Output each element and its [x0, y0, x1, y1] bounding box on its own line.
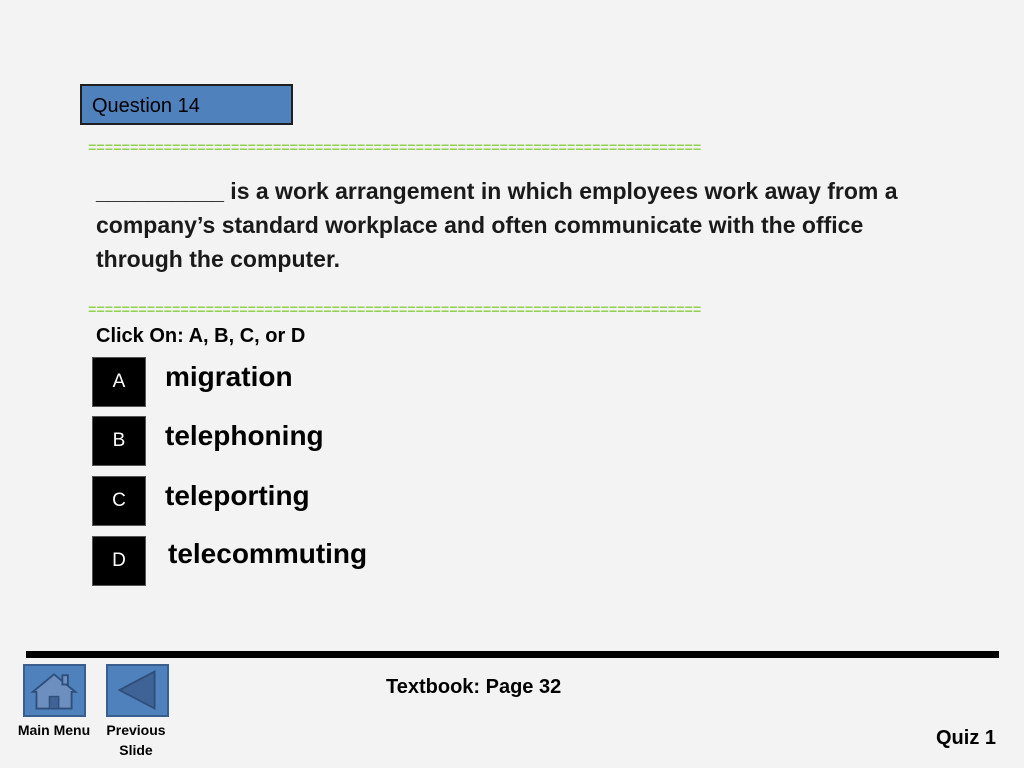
- divider-bottom: =========================================================================: [88, 303, 702, 319]
- main-menu-button[interactable]: [23, 664, 86, 717]
- answer-button-c[interactable]: C: [92, 476, 146, 526]
- footer-divider: [26, 651, 999, 658]
- answer-text-c[interactable]: teleporting: [165, 480, 310, 511]
- answer-button-a[interactable]: A: [92, 357, 146, 407]
- question-text: __________ is a work arrangement in which employees work away from a company’s standard workplace and often communicate with the office through the computer.: [96, 178, 898, 272]
- home-icon: [25, 666, 84, 715]
- answer-text-b[interactable]: telephoning: [165, 420, 324, 451]
- previous-slide-button[interactable]: [106, 664, 169, 717]
- left-arrow-icon: [108, 666, 167, 715]
- answer-text-d[interactable]: telecommuting: [168, 538, 368, 569]
- previous-slide-label[interactable]: Previous Slide: [106, 722, 166, 758]
- answer-button-b[interactable]: B: [92, 416, 146, 466]
- main-menu-label[interactable]: Main Menu: [17, 722, 91, 738]
- quiz-label: Quiz 1: [935, 727, 996, 749]
- divider-top: =========================================================================: [88, 141, 702, 157]
- question-number-box: [80, 84, 293, 125]
- answer-button-d[interactable]: D: [92, 536, 146, 586]
- question-number-label: Question 14: [92, 95, 200, 117]
- instruction-text: Click On: A, B, C, or D: [96, 325, 306, 347]
- answer-text-a[interactable]: migration: [165, 361, 293, 392]
- textbook-reference: Textbook: Page 32: [386, 676, 562, 698]
